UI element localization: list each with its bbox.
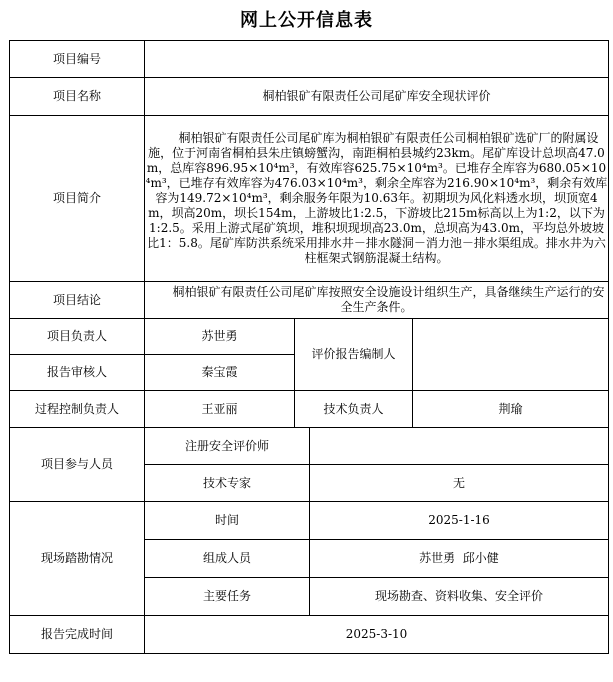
report-compiler-value [413,319,609,391]
project-number-label: 项目编号 [10,41,145,78]
page-title: 网上公开信息表 [240,10,373,31]
row-process-control [10,391,609,428]
survey-members-label: 组成人员 [145,540,310,578]
project-number-value [145,41,609,78]
survey-time-value: 2025-1-16 [310,502,609,540]
project-leader-value: 苏世勇 [145,319,295,355]
report-completion-value: 2025-3-10 [145,616,609,654]
row-registered-evaluator [10,428,609,465]
project-leader-label: 项目负责人 [10,319,145,355]
site-survey-label: 现场踏勘情况 [10,502,145,616]
row-project-leader [10,319,609,355]
tech-lead-value: 荆瑜 [413,391,609,428]
disclosure-table [9,40,609,654]
project-name-label: 项目名称 [10,78,145,116]
registered-evaluator-label: 注册安全评价师 [145,428,310,465]
registered-evaluator-value [310,428,609,465]
survey-members-value: 苏世勇 邱小健 [310,540,609,578]
tech-expert-value: 无 [310,465,609,502]
row-project-name [10,78,609,116]
report-reviewer-label: 报告审核人 [10,355,145,391]
survey-tasks-value: 现场勘查、资料收集、安全评价 [310,578,609,616]
project-summary-text: 桐柏银矿有限责任公司尾矿库为桐柏银矿有限责任公司桐柏银矿选矿厂的附属设施，位于河南省桐柏县朱庄镇螃蟹沟，南距桐柏县城约23km。尾矿库设计总坝高47.0m，总库容896.95×10⁴m³，有效库容625.75×10⁴m³。已堆存全库容为680.05×10⁴m³，已堆存有效库容为476.03×10⁴m³，剩余全库容为216.90×10⁴m³，剩余有效库容为149.72×10⁴m³，剩余服务年限为10.63年。初期坝为风化料透水坝，坝顶宽4m，坝高20m，坝长154m，上游坡比1:2.5，下游坡比215m标高以上为1:2，以下为1:2.5。采用上游式尾矿筑坝，堆积坝现坝高23.0m，总坝高为43.0m，平均总外坡坡比1：5.8。尾矿库防洪系统采用排水井－排水隧洞－消力池－排水渠组成。排水井为六柱框架式钢筋混凝土结构。 [145,116,609,282]
row-project-summary [10,116,609,282]
project-summary-label: 项目简介 [10,116,145,282]
survey-time-label: 时间 [145,502,310,540]
participants-label: 项目参与人员 [10,428,145,502]
conclusion-label: 项目结论 [10,282,145,319]
tech-expert-label: 技术专家 [145,465,310,502]
tech-lead-label: 技术负责人 [295,391,413,428]
process-controller-value: 王亚丽 [145,391,295,428]
conclusion-text: 桐柏银矿有限责任公司尾矿库按照安全设施设计组织生产，具备继续生产运行的安全生产条件。 [145,282,609,319]
report-reviewer-value: 秦宝霞 [145,355,295,391]
report-completion-label: 报告完成时间 [10,616,145,654]
row-report-completion [10,616,609,654]
row-project-number [10,41,609,78]
row-survey-time [10,502,609,540]
row-conclusion [10,282,609,319]
survey-tasks-label: 主要任务 [145,578,310,616]
process-controller-label: 过程控制负责人 [10,391,145,428]
report-compiler-label: 评价报告编制人 [295,319,413,391]
project-name-value: 桐柏银矿有限责任公司尾矿库安全现状评价 [145,78,609,116]
